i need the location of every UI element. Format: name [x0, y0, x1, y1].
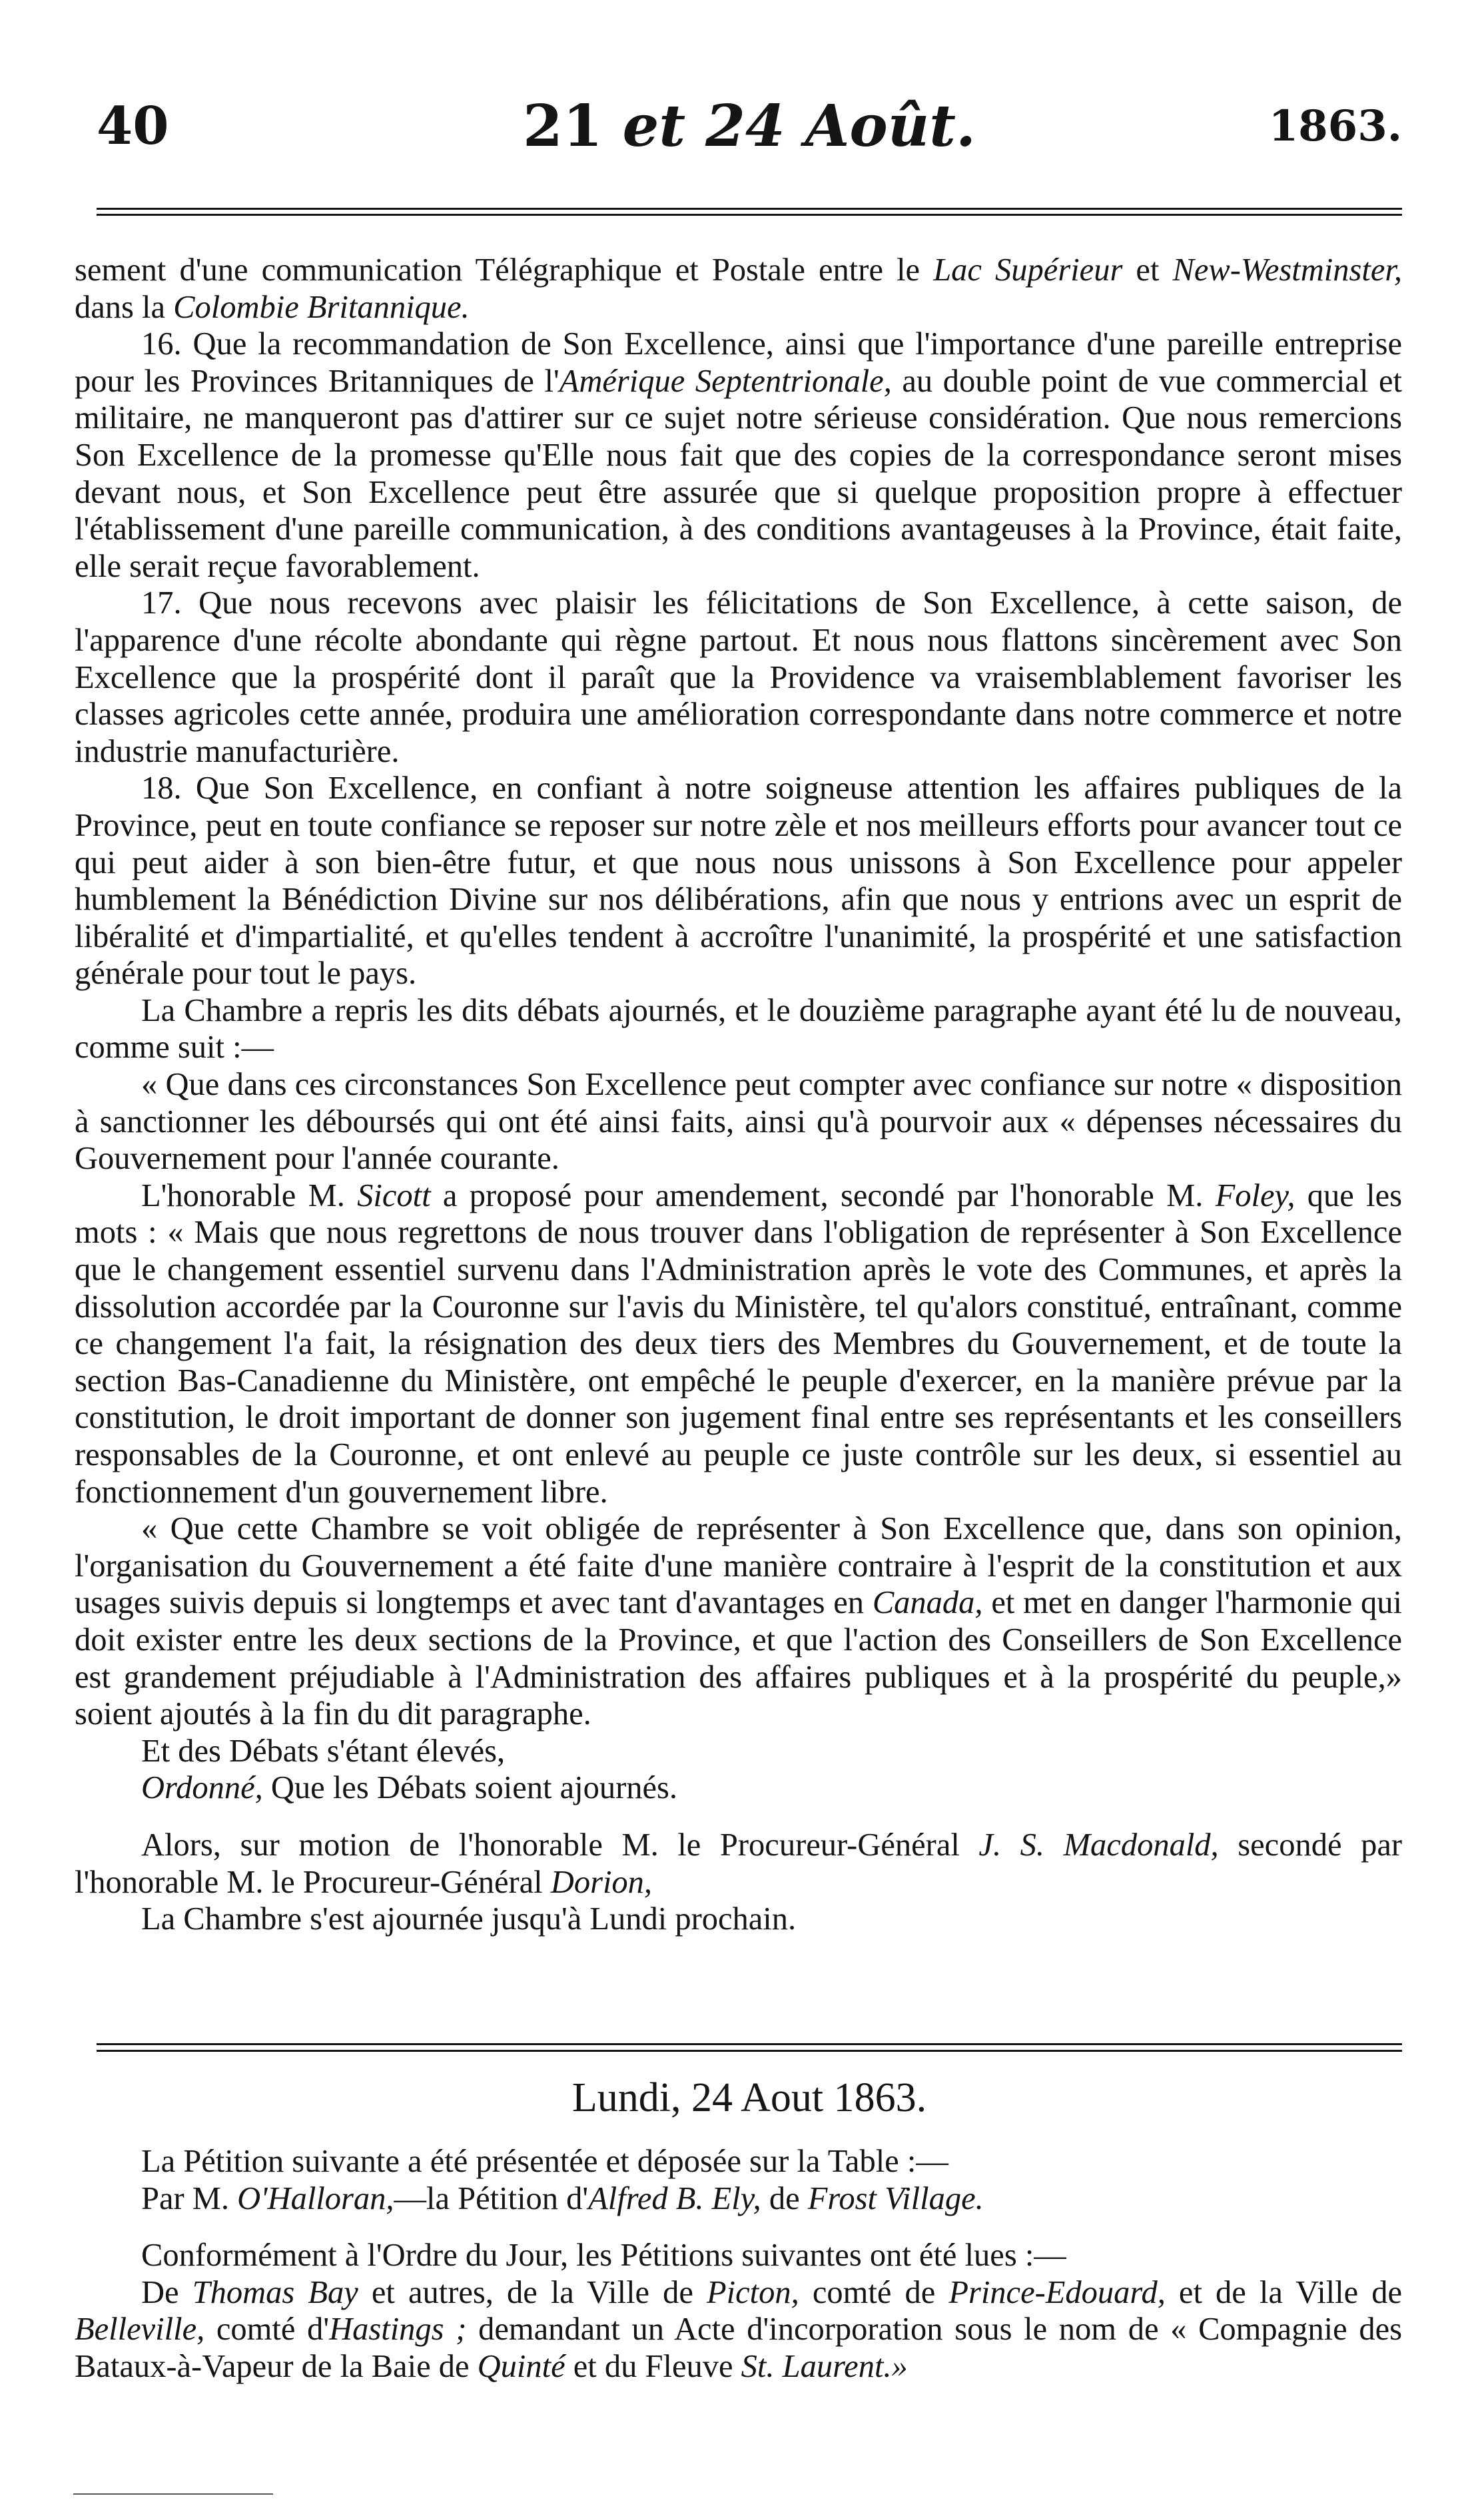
paragraph-18: 18. Que Son Excellence, en confiant à notre soigneuse attention les affaires publiques de la Province, peut en toute confiance se reposer sur notre zèle et nos meilleurs efforts pour avancer tout ce qui peut aider à son bien-être futur, et que nous nous unissons à Son Excellence pour appeler humblement la Bénédiction Divine sur nos délibérations, afin que nous y entrions avec un esprit de libéralité et d'impartialité, et qu'elles tendent à accroître l'unanimité, la prospérité et une satisfaction générale pour tout le pays. [75, 771, 1402, 992]
paragraph-amendment-2: « Que cette Chambre se voit obligée de représenter à Son Excellence que, dans son opinion, l'organisation du Gouvernement a été faite d'une manière contraire à l'esprit de la constitution et aux usages suivis depuis si longtemps et avec tant d'avantages en Canada, et met en danger l'harmonie qui doit exister entre les deux sections de la Province, et que l'action des Conseillers de Son Excellence est grandement préjudiable à l'Administration des affaires publiques et à la prospérité du peuple,» soient ajoutés à la fin du dit paragraphe. [75, 1511, 1402, 1732]
petition-presented: La Pétition suivante a été présentée et déposée sur la Table :— [141, 2144, 948, 2179]
paragraph-1: sement d'une communication Télégraphique et Postale entre le Lac Supérieur et New-Westminster, dans la Colombie Britannique. [75, 252, 1402, 325]
petition-by: Par M. O'Halloran,—la Pétition d'Alfred B. Ely, de Frost Village. [141, 2180, 984, 2216]
header-double-rule [97, 208, 1402, 216]
page-header [97, 93, 1402, 166]
page-year: 1863. [1268, 101, 1402, 151]
section-rule-1 [97, 2043, 1402, 2045]
petitions-read: Conformément à l'Ordre du Jour, les Pétitions suivantes ont été lues :— [141, 2238, 1066, 2274]
paragraph-amendment: L'honorable M. Sicott a proposé pour amendement, secondé par l'honorable M. Foley, que les mots : « Mais que nous regrettons de nous trouver dans l'obligation de représenter à Son Excellence que le changement essentiel survenu dans l'Administration après le vote des Communes, et après la dissolution accordée par la Couronne sur l'avis du Ministère, tel qu'alors constitué, entraînant, comme ce changement l'a fait, la résignation des deux tiers des Membres du Gouvernement, et de toute la section Bas-Canadienne du Ministère, ont empêché le peuple d'exercer, en la manière prévue par la constitution, le droit important de donner son jugement final entre ses représentants et les conseillers responsables de la Couronne, et ont enlevé au peuple ce juste contrôle sur les deux, si essentiel au fonctionnement d'un gouvernement libre. [75, 1177, 1403, 1510]
paragraph-quote-12: « Que dans ces circonstances Son Excellence peut compter avec confiance sur notre « disposition à sanctionner les déboursés qui ont été ainsi faits, ainsi qu'à pourvoir aux « dépenses nécessaires du Gouvernement pour l'année courante. [75, 1067, 1402, 1177]
paragraph-ordonne: Ordonné, Que les Débats soient ajournés. [141, 1770, 678, 1806]
date-rest: 24 Août. [705, 93, 976, 160]
paragraph-motion: Alors, sur motion de l'honorable M. le Procureur-Général J. S. Macdonald, secondé par l'honorable M. le Procureur-Général Dorion, [75, 1827, 1402, 1900]
page-date-heading [97, 93, 1402, 160]
date-day: 21 [523, 93, 603, 160]
paragraph-17: 17. Que nous recevons avec plaisir les félicitations de Son Excellence, à cette saison, de l'apparence d'une récolte abondante qui règne partout. Et nous nous flattons sincèrement avec Son Excellence que la prospérité dont il paraît que la Providence va vraisemblablement favoriser les classes agricoles cette année, produira une amélioration correspondante dans notre commerce et notre industrie manufacturière. [75, 585, 1402, 769]
scan-mark [73, 2493, 273, 2495]
section-rule-2 [97, 2050, 1402, 2052]
petition-thomas-bay: De Thomas Bay et autres, de la Ville de Picton, comté de Prince-Edouard, et de la Ville de Belleville, comté d'Hastings ; demandant un Acte d'incorporation sous le nom de « Compagnie des Bataux-à-Vapeur de la Baie de Quinté et du Fleuve St. Laurent.» [75, 2274, 1403, 2384]
paragraph-16: 16. Que la recommandation de Son Excellence, ainsi que l'importance d'une pareille entreprise pour les Provinces Britanniques de l'Amérique Septentrionale, au double point de vue commercial et militaire, ne manqueront pas d'attirer sur ce sujet notre sérieuse considération. Que nous remercions Son Excellence de la promesse qu'Elle nous fait que des copies de la correspondance seront mises devant nous, et Son Excellence peut être assurée que si quelque proposition propre à effectuer l'établissement d'une pareille communication, à des conditions avantageuses à la Province, était faite, elle serait reçue favorablement. [75, 326, 1402, 584]
paragraph-adjourn: La Chambre s'est ajournée jusqu'à Lundi prochain. [141, 1901, 797, 1937]
main-text [75, 252, 1402, 1938]
page-number: 40 [97, 96, 169, 157]
paragraph-debats: Et des Débats s'étant élevés, [141, 1733, 506, 1769]
section-text [75, 2143, 1402, 2385]
section-heading: Lundi, 24 Aout 1863. [571, 2075, 927, 2120]
date-et: et [622, 93, 686, 160]
paragraph-chambre: La Chambre a repris les dits débats ajournés, et le douzième paragraphe ayant été lu de nouveau, comme suit :— [75, 992, 1402, 1066]
